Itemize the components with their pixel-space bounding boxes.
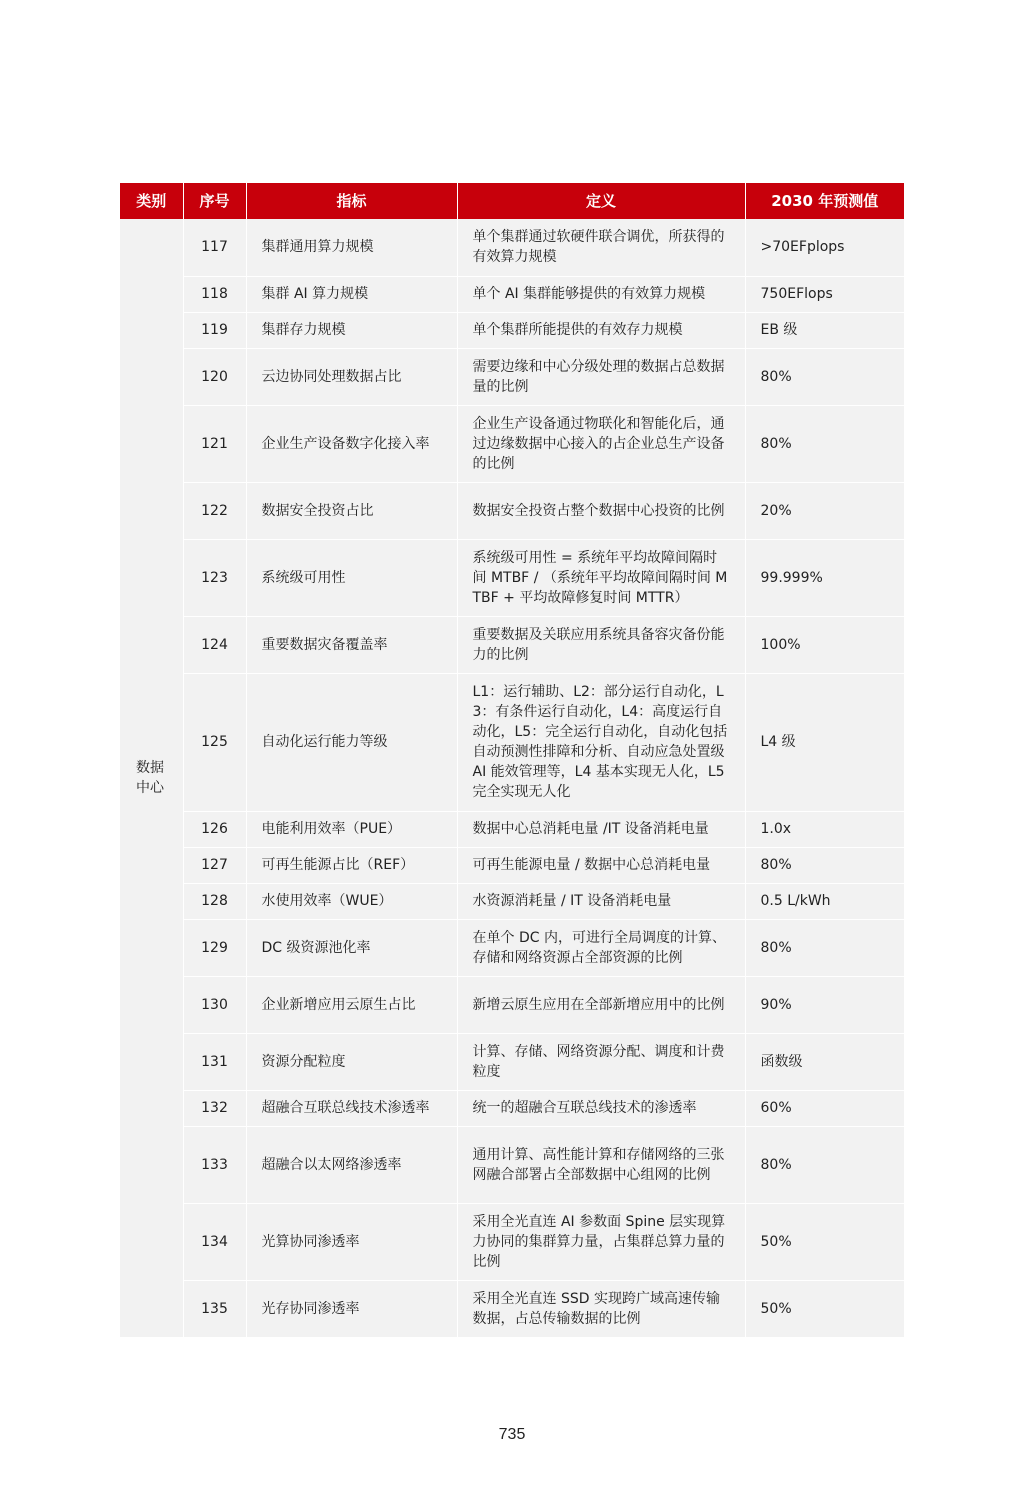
table-row <box>120 976 904 1033</box>
forecast-value-cell: 60% <box>745 1090 904 1126</box>
row-number-cell: 135 <box>183 1280 246 1337</box>
definition-cell: 需要边缘和中心分级处理的数据占总数据量的比例 <box>457 348 745 405</box>
table-row <box>120 1090 904 1126</box>
table-row <box>120 1126 904 1203</box>
definition-cell: L1：运行辅助、L2：部分运行自动化，L3：有条件运行自动化，L4：高度运行自动化，L5：完全运行自动化，自动化包括自动预测性排障和分析、自动应急处置级 AI 能效管理等，L4 基本实现无人化，L5 完全实现无人化 <box>457 673 745 811</box>
table-row <box>120 405 904 482</box>
forecast-value-cell: 1.0x <box>745 811 904 847</box>
forecast-value-cell: EB 级 <box>745 312 904 348</box>
definition-cell: 单个集群通过软硬件联合调优，所获得的有效算力规模 <box>457 219 745 276</box>
table-row <box>120 1203 904 1280</box>
forecast-value-cell: 80% <box>745 847 904 883</box>
table-row <box>120 539 904 616</box>
indicator-cell: DC 级资源池化率 <box>246 919 457 976</box>
forecast-value-cell: 函数级 <box>745 1033 904 1090</box>
definition-cell: 采用全光直连 SSD 实现跨广域高速传输数据，占总传输数据的比例 <box>457 1280 745 1337</box>
indicator-cell: 企业新增应用云原生占比 <box>246 976 457 1033</box>
table-row <box>120 616 904 673</box>
category-cell: 数据 中心 <box>120 219 183 1337</box>
indicator-cell: 光存协同渗透率 <box>246 1280 457 1337</box>
indicator-cell: 集群存力规模 <box>246 312 457 348</box>
indicator-cell: 自动化运行能力等级 <box>246 673 457 811</box>
table-header-row <box>120 183 904 219</box>
definition-cell: 重要数据及关联应用系统具备容灾备份能力的比例 <box>457 616 745 673</box>
indicator-cell: 数据安全投资占比 <box>246 482 457 539</box>
definition-cell: 系统级可用性 = 系统年平均故障间隔时间 MTBF / （系统年平均故障间隔时间 MTBF + 平均故障修复时间 MTTR） <box>457 539 745 616</box>
forecast-value-cell: L4 级 <box>745 673 904 811</box>
header-indicator: 指标 <box>246 183 457 219</box>
row-number-cell: 127 <box>183 847 246 883</box>
table-row <box>120 673 904 811</box>
row-number-cell: 120 <box>183 348 246 405</box>
forecast-value-cell: 100% <box>745 616 904 673</box>
row-number-cell: 128 <box>183 883 246 919</box>
forecast-value-cell: 20% <box>745 482 904 539</box>
header-number: 序号 <box>183 183 246 219</box>
row-number-cell: 131 <box>183 1033 246 1090</box>
definition-cell: 单个集群所能提供的有效存力规模 <box>457 312 745 348</box>
table-row <box>120 276 904 312</box>
table-row <box>120 1033 904 1090</box>
forecast-value-cell: 99.999% <box>745 539 904 616</box>
row-number-cell: 134 <box>183 1203 246 1280</box>
row-number-cell: 125 <box>183 673 246 811</box>
row-number-cell: 119 <box>183 312 246 348</box>
indicator-cell: 系统级可用性 <box>246 539 457 616</box>
row-number-cell: 123 <box>183 539 246 616</box>
row-number-cell: 130 <box>183 976 246 1033</box>
table-row <box>120 348 904 405</box>
row-number-cell: 117 <box>183 219 246 276</box>
table-row <box>120 219 904 276</box>
row-number-cell: 121 <box>183 405 246 482</box>
table-body <box>120 219 904 1337</box>
indicator-cell: 重要数据灾备覆盖率 <box>246 616 457 673</box>
indicator-cell: 可再生能源占比（REF） <box>246 847 457 883</box>
table-row <box>120 811 904 847</box>
definition-cell: 可再生能源电量 / 数据中心总消耗电量 <box>457 847 745 883</box>
forecast-value-cell: 80% <box>745 405 904 482</box>
indicator-cell: 集群 AI 算力规模 <box>246 276 457 312</box>
row-number-cell: 126 <box>183 811 246 847</box>
table-row <box>120 883 904 919</box>
definition-cell: 采用全光直连 AI 参数面 Spine 层实现算力协同的集群算力量，占集群总算力量的比例 <box>457 1203 745 1280</box>
definition-cell: 企业生产设备通过物联化和智能化后，通过边缘数据中心接入的占企业总生产设备的比例 <box>457 405 745 482</box>
forecast-value-cell: 50% <box>745 1280 904 1337</box>
definition-cell: 计算、存储、网络资源分配、调度和计费粒度 <box>457 1033 745 1090</box>
table-row <box>120 847 904 883</box>
indicator-cell: 资源分配粒度 <box>246 1033 457 1090</box>
forecast-value-cell: 0.5 L/kWh <box>745 883 904 919</box>
row-number-cell: 132 <box>183 1090 246 1126</box>
header-definition: 定义 <box>457 183 745 219</box>
row-number-cell: 122 <box>183 482 246 539</box>
definition-cell: 新增云原生应用在全部新增应用中的比例 <box>457 976 745 1033</box>
indicator-table <box>120 183 904 1338</box>
indicator-cell: 水使用效率（WUE） <box>246 883 457 919</box>
row-number-cell: 124 <box>183 616 246 673</box>
row-number-cell: 133 <box>183 1126 246 1203</box>
forecast-value-cell: 750EFlops <box>745 276 904 312</box>
definition-cell: 通用计算、高性能计算和存储网络的三张网融合部署占全部数据中心组网的比例 <box>457 1126 745 1203</box>
forecast-value-cell: 80% <box>745 1126 904 1203</box>
definition-cell: 统一的超融合互联总线技术的渗透率 <box>457 1090 745 1126</box>
forecast-value-cell: 80% <box>745 348 904 405</box>
definition-cell: 数据中心总消耗电量 /IT 设备消耗电量 <box>457 811 745 847</box>
indicator-cell: 超融合以太网络渗透率 <box>246 1126 457 1203</box>
indicator-cell: 云边协同处理数据占比 <box>246 348 457 405</box>
forecast-value-cell: >70EFplops <box>745 219 904 276</box>
forecast-value-cell: 90% <box>745 976 904 1033</box>
header-forecast-2030: 2030 年预测值 <box>745 183 904 219</box>
page-number: 735 <box>498 1426 526 1443</box>
forecast-value-cell: 50% <box>745 1203 904 1280</box>
definition-cell: 在单个 DC 内，可进行全局调度的计算、存储和网络资源占全部资源的比例 <box>457 919 745 976</box>
definition-cell: 数据安全投资占整个数据中心投资的比例 <box>457 482 745 539</box>
table-row <box>120 1280 904 1337</box>
row-number-cell: 129 <box>183 919 246 976</box>
forecast-value-cell: 80% <box>745 919 904 976</box>
header-category: 类别 <box>120 183 183 219</box>
indicator-cell: 超融合互联总线技术渗透率 <box>246 1090 457 1126</box>
table-row <box>120 482 904 539</box>
table-row <box>120 312 904 348</box>
definition-cell: 水资源消耗量 / IT 设备消耗电量 <box>457 883 745 919</box>
indicator-cell: 光算协同渗透率 <box>246 1203 457 1280</box>
definition-cell: 单个 AI 集群能够提供的有效算力规模 <box>457 276 745 312</box>
indicator-cell: 电能利用效率（PUE） <box>246 811 457 847</box>
table-row <box>120 919 904 976</box>
indicator-cell: 集群通用算力规模 <box>246 219 457 276</box>
row-number-cell: 118 <box>183 276 246 312</box>
indicator-cell: 企业生产设备数字化接入率 <box>246 405 457 482</box>
